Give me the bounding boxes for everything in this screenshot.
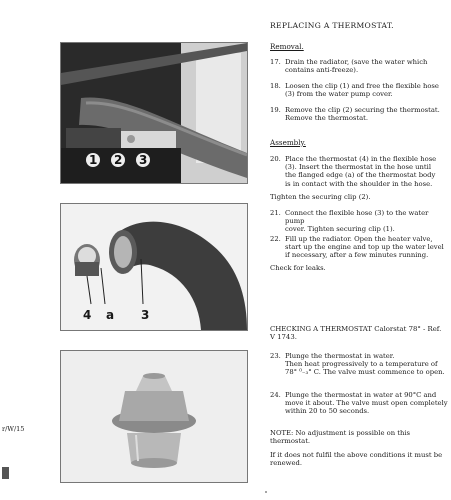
step-17 [270,58,448,76]
margin-reference: r/W/15 [2,425,25,433]
thermostat-illustration [61,351,247,482]
step-number: 19. [270,106,281,114]
thermostat-photo [60,350,248,483]
step-number: 21. [270,209,281,217]
step-text: Place the thermostat (4) in the flexible hose (3). Insert the thermostat in the hose until the flanged edge (a) of the thermostat body is in contact with the shoulder in the hose. [285,155,437,188]
step-text: Connect the flexible hose (3) to the water pump cover. Tighten securing clip (1). [285,209,429,234]
page-title: REPLACING A THERMOSTAT. [270,21,394,30]
step-text: Plunge the thermostat in water. Then heat progressively to a temperature of 78° ⁰₋₃° C. The valve must commence to open. [285,352,445,377]
step-text: Plunge the thermostat in water at 90°C and move it about. The valve must open completely within 20 to 50 seconds. [285,391,448,416]
step-22 [270,235,448,261]
step-number: 18. [270,82,281,90]
step-21 [270,209,448,234]
scan-dot [265,491,267,493]
step-number: 17. [270,58,281,66]
step-text: Loosen the clip (1) and free the flexible hose (3) from the water pump cover. [285,82,439,99]
step-19 [270,106,448,124]
step-number: 24. [270,391,281,399]
callout-a: a [106,308,115,322]
step-text: Fill up the radiator. Open the heater valve, start up the engine and top up the water level if necessary, after a few minutes running. [285,235,444,260]
callout-1: 1 [86,153,100,167]
engine-hose-photo [60,42,248,184]
tighten-note: Tighten the securing clip (2). [270,193,371,201]
renew-note: If it does not fulfil the above conditions it must be renewed. [270,451,443,468]
callout-2: 2 [111,153,125,167]
callout-4: 4 [83,308,92,322]
checking-heading: CHECKING A THERMOSTAT Calorstat 78° - Ref. V 1743. [270,325,442,342]
callout-3b: 3 [141,308,150,322]
step-24 [270,391,448,417]
step-number: 22. [270,235,281,243]
step-text: Drain the radiator, (save the water which contains anti-freeze). [285,58,428,75]
step-20 [270,155,448,189]
margin-tab-mark [2,467,9,479]
step-text: Remove the clip (2) securing the thermostat. Remove the thermostat. [285,106,440,123]
note: NOTE: No adjustment is possible on this thermostat. [270,429,411,446]
thermostat-hose-photo [60,203,248,331]
check-note: Check for leaks. [270,264,326,272]
step-number: 20. [270,155,281,163]
callout-3: 3 [136,153,150,167]
step-23 [270,352,448,378]
assembly-heading: Assembly. [270,138,306,147]
step-18 [270,82,448,100]
step-number: 23. [270,352,281,360]
removal-heading: Removal. [270,42,304,51]
